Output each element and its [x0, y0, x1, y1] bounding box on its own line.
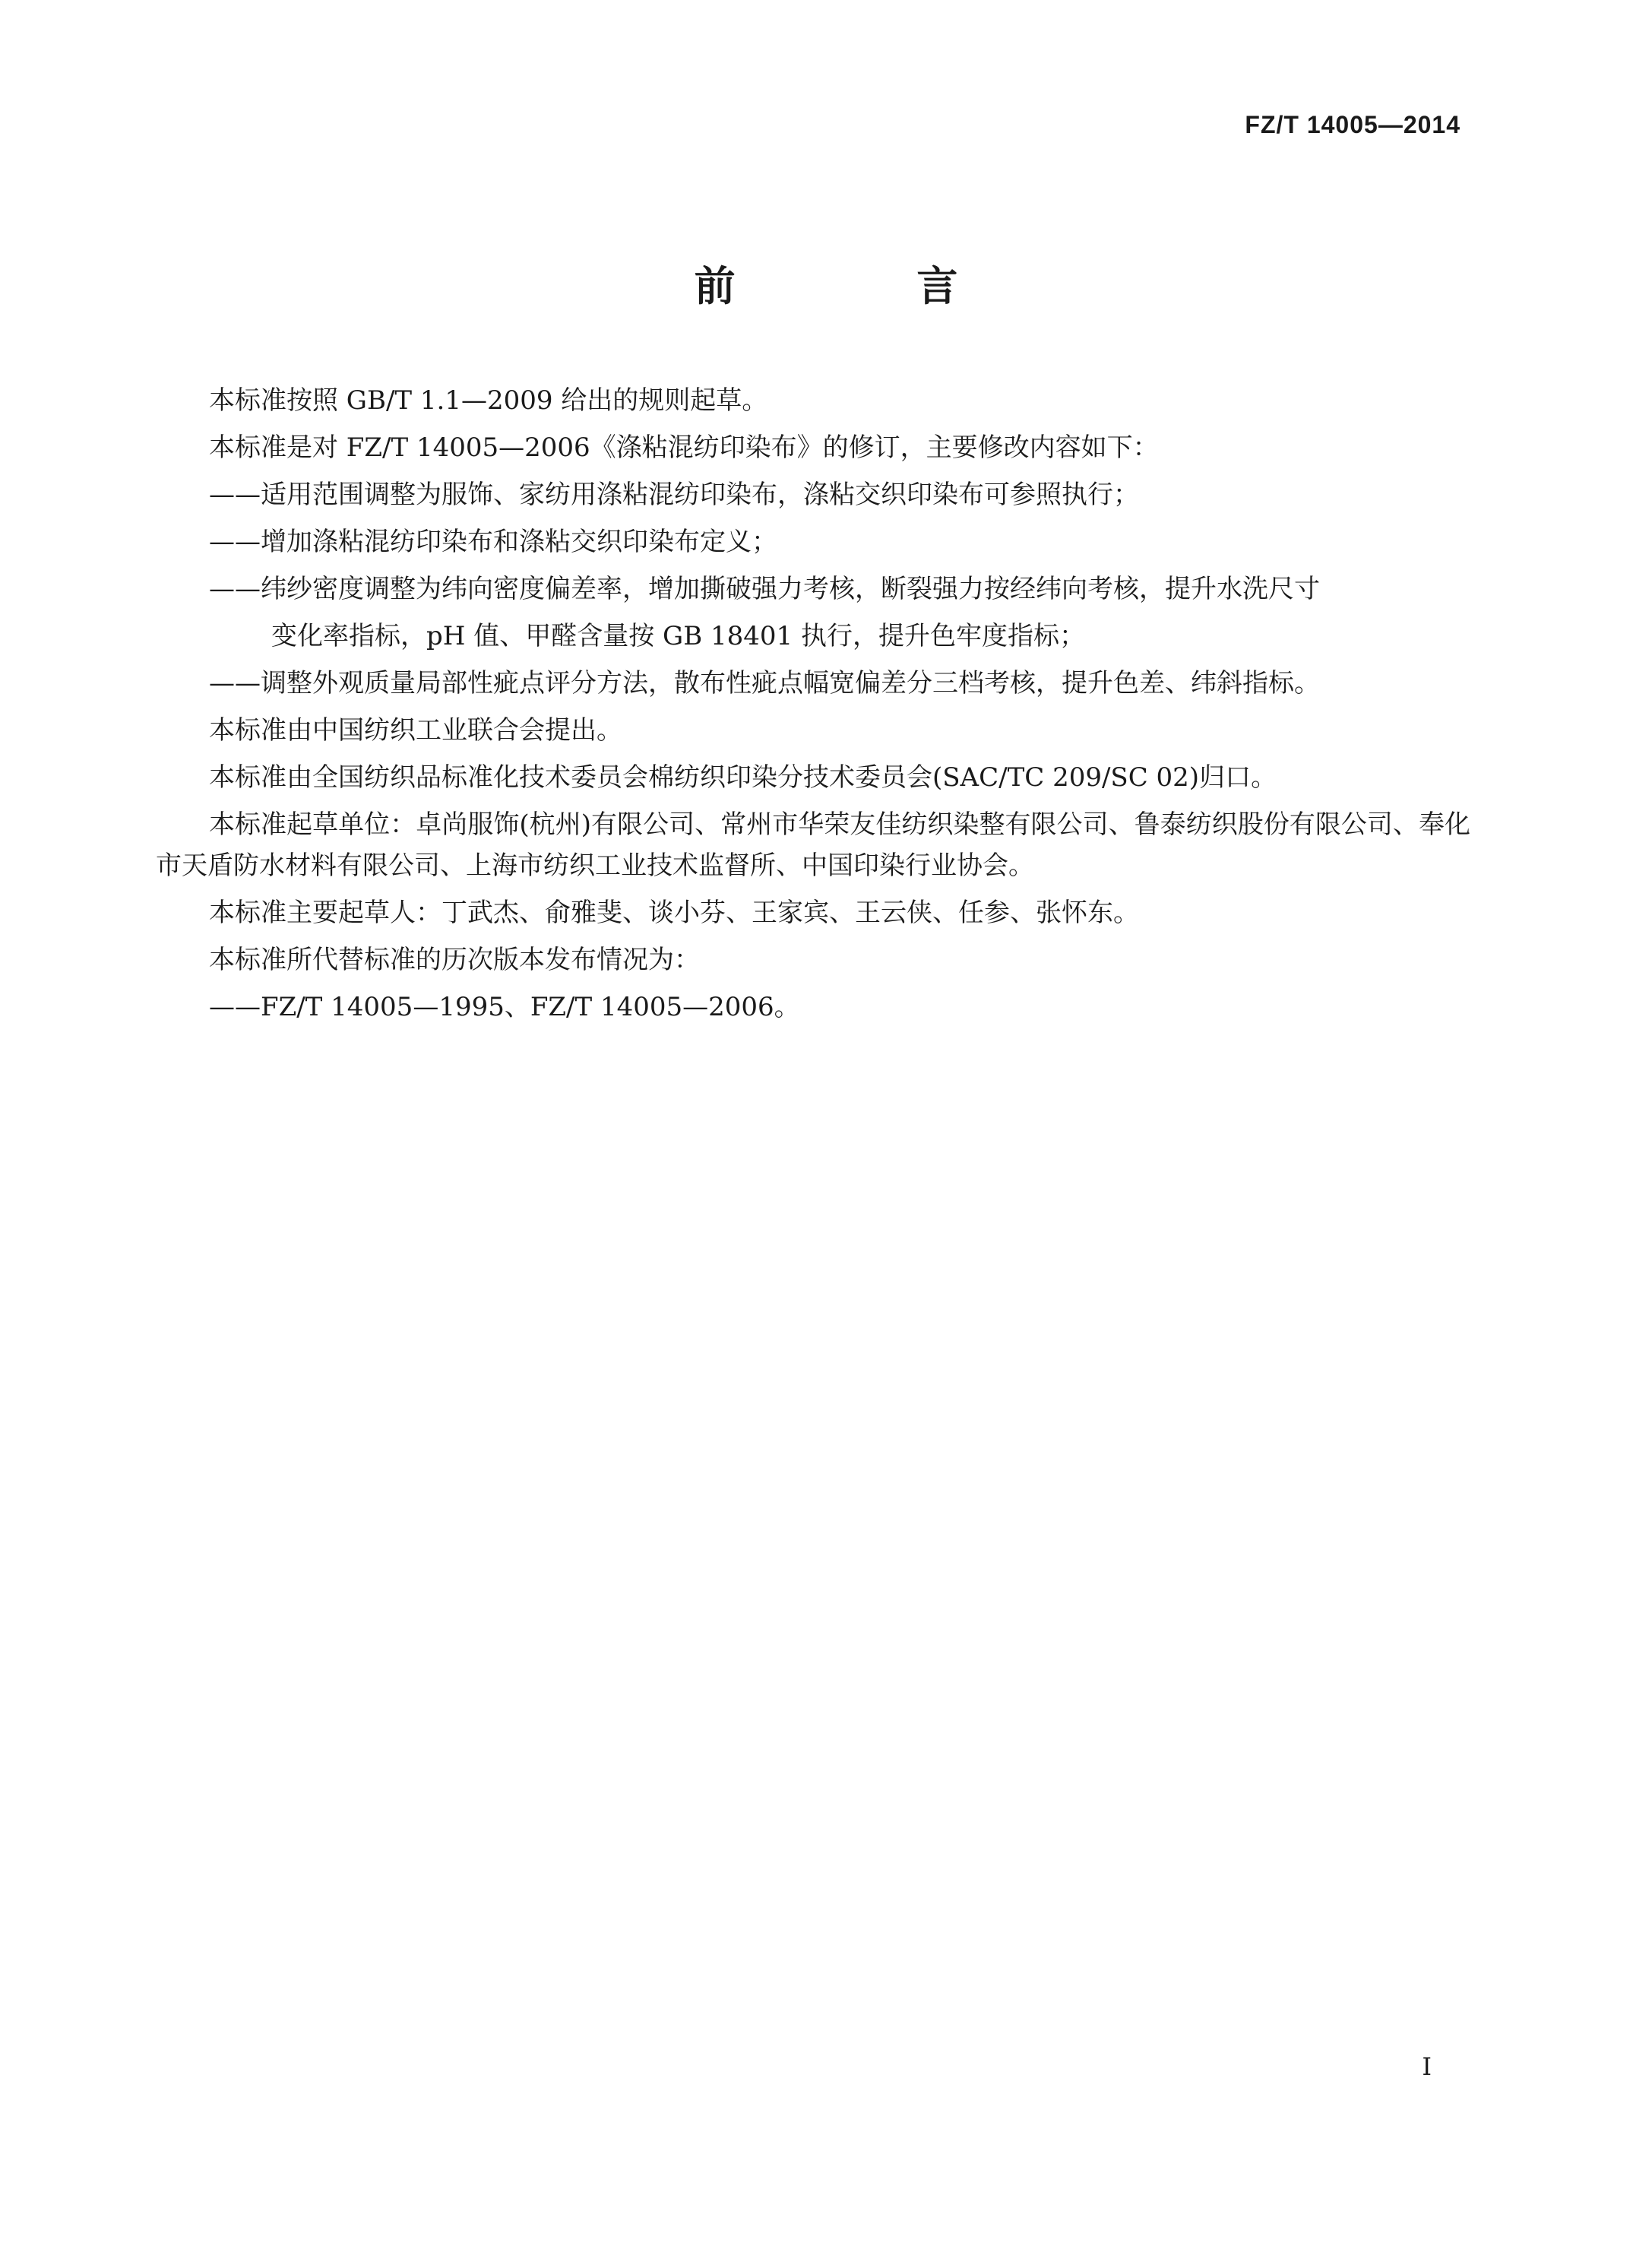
standard-code-header: FZ/T 14005—2014 — [1245, 111, 1461, 138]
foreword-body — [156, 380, 1470, 1034]
change-item-density-continued: 变化率指标，pH 值、甲醛含量按 GB 18401 执行，提升色牢度指标； — [271, 621, 1085, 651]
page-title: 前 言 — [694, 262, 1042, 310]
paragraph-main-drafters: 本标准主要起草人：丁武杰、俞雅斐、谈小芬、王家宾、王云侠、任参、张怀东。 — [209, 898, 1139, 928]
change-item-appearance: ——调整外观质量局部性疵点评分方法，散布性疵点幅宽偏差分三档考核，提升色差、纬斜指标。 — [209, 668, 1320, 698]
change-item-definitions: ——增加涤粘混纺印染布和涤粘交织印染布定义； — [209, 527, 777, 557]
page-number: I — [1422, 2052, 1432, 2081]
change-item-density: ——纬纱密度调整为纬向密度偏差率，增加撕破强力考核，断裂强力按经纬向考核，提升水洗尺寸 — [209, 574, 1320, 604]
paragraph-drafting-rules: 本标准按照 GB/T 1.1—2009 给出的规则起草。 — [209, 385, 768, 416]
paragraph-proposed-by: 本标准由中国纺织工业联合会提出。 — [209, 715, 622, 746]
paragraph-administered-by: 本标准由全国纺织品标准化技术委员会棉纺织印染分技术委员会(SAC/TC 209/SC 02)归口。 — [209, 762, 1277, 793]
previous-editions-list: ——FZ/T 14005—1995、FZ/T 14005—2006。 — [209, 992, 800, 1022]
change-item-scope: ——适用范围调整为服饰、家纺用涤粘混纺印染布，涤粘交织印染布可参照执行； — [209, 480, 1139, 510]
paragraph-previous-editions: 本标准所代替标准的历次版本发布情况为： — [209, 945, 700, 975]
paragraph-revision-intro: 本标准是对 FZ/T 14005—2006《涤粘混纺印染布》的修订，主要修改内容如下： — [209, 432, 1159, 463]
paragraph-drafting-organizations: 本标准起草单位：卓尚服饰(杭州)有限公司、常州市华荣友佳纺织染整有限公司、鲁泰纺织股份有限公司、奉化市天盾防水材料有限公司、上海市纺织工业技术监督所、中国印染行业协会。 — [156, 809, 1470, 881]
